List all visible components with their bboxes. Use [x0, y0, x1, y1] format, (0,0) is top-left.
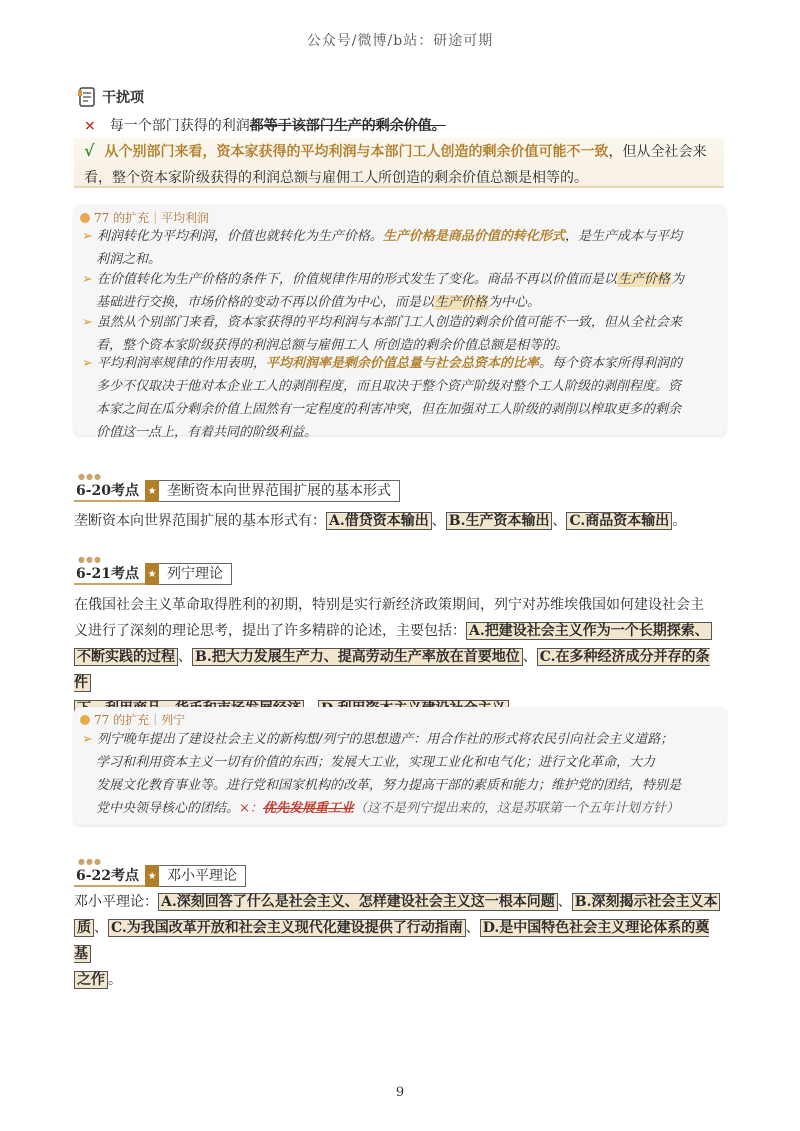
ext1-bullet-2: ➢ 在价值转化为生产价格的条件下，价值规律作用的形式发生了变化。商品不再以价值而是以生产价格为 基础进行交换，市场价格的变动不再以价值为中心，而是以生产价格为中心。 [82, 272, 684, 310]
arrow-icon: ➢ [82, 356, 93, 371]
check-icon: √ [84, 141, 95, 160]
arrow-icon: ➢ [82, 732, 93, 747]
kd-6-20-heading: 6-20考点 ★ 垄断资本向世界范围扩展的基本形式 [74, 480, 400, 502]
distractor-title: 干扰项 [102, 90, 144, 106]
decor-dots: ●●● [78, 555, 102, 564]
page-header: 公众号/微博/b站：研途可期 [306, 33, 494, 49]
page-number: 9 [395, 1085, 405, 1100]
arrow-icon: ➢ [82, 229, 93, 244]
kd-6-22-body: 邓小平理论： A.深刻回答了什么是社会主义、怎样建设社会主义这一根本问题 、 B.深刻揭示社会主义本 质 、 C.为我国改革开放和社会主义现代化建设提供了行动指南 、 D.是中国特色社会主义理论体系的奠基 之作 。 [74, 889, 726, 993]
lightbulb-icon [80, 213, 90, 223]
distractor-heading [78, 86, 144, 108]
arrow-icon: ➢ [82, 315, 93, 330]
correct-statement: √ 从个别部门来看，资本家获得的平均利润与本部门工人创造的剩余价值可能不一致，但从全社会来看，整个资本家阶级获得的利润总额与雇佣工人所创造的剩余价值总额是相等的。 [84, 141, 707, 186]
lightbulb-icon [80, 715, 90, 725]
arrow-icon: ➢ [82, 272, 93, 287]
ext2-body: ➢ 列宁晚年提出了建设社会主义的新构想/列宁的思想遗产：用合作社的形式将农民引向社会主义道路； 学习和利用资本主义一切有价值的东西；发展大工业，实现工业化和电气化；进行文化革命，大力 发展文化教育事业等。进行党和国家机构的改革，努力提高干部的素质和能力；维护党的团结，特别是 党中央领导核心的团结。×：优先发展重工业（这不是列宁提出来的，这是苏联第一个五年计划方针） [82, 732, 682, 816]
ext1-bullet-1: ➢ 利润转化为平均利润，价值也就转化为生产价格。生产价格是商品价值的转化形式，是生产成本与平均 利润之和。 [82, 229, 682, 267]
kd-6-20-body: 垄断资本向世界范围扩展的基本形式有： A.借贷资本输出 、 B.生产资本输出 、 C.商品资本输出 。 [74, 513, 687, 529]
ext1-bullet-4: ➢ 平均利润率规律的作用表明，平均利润率是剩余价值总量与社会总资本的比率。每个资本家所得利润的 多少不仅取决于他对本企业工人的剥削程度，而且取决于整个资产阶级对整个工人阶级的剥削程度。资 本家之间在瓜分剩余价值上固然有一定程度的利害冲突，但在加强对工人阶级的剥削以榨取更多的剩余 价值这一点上，有着共同的阶级利益。 [82, 356, 682, 440]
cross-icon: × [84, 118, 96, 134]
star-icon: ★ [145, 563, 159, 585]
decor-dots: ●●● [78, 857, 102, 866]
ext1-bullet-3: ➢ 虽然从个别部门来看，资本家获得的平均利润与本部门工人创造的剩余价值可能不一致，但从全社会来 看，整个资本家阶级获得的利润总额与雇佣工人 所创造的剩余价值总额是相等的。 [82, 315, 682, 353]
kd-6-21-body: 在俄国社会主义革命取得胜利的初期，特别是实行新经济政策期间，列宁对苏维埃俄国如何建设社会主 义进行了深刻的理论思考，提出了许多精辟的论述，主要包括： A.把建设社会主义作为一个长期探索、 不断实践的过程 、 B.把大力发展生产力、提高劳动生产率放在首要地位 、 C.在多种经济成分并存的条件 [74, 592, 726, 722]
extension-title-profit: 77 的扩充｜平均利润 [80, 209, 209, 226]
document-icon [78, 86, 96, 108]
star-icon: ★ [145, 865, 159, 887]
kd-6-22-heading: 6-22考点 ★ 邓小平理论 [74, 865, 246, 887]
star-icon: ★ [145, 480, 159, 502]
decor-dots: ●●● [78, 472, 102, 481]
extension-title-lenin: 77 的扩充｜列宁 [80, 711, 185, 728]
kd-6-21-heading: 6-21考点 ★ 列宁理论 [74, 563, 232, 585]
wrong-statement: × 每一个部门获得的利润都等于该部门生产的剩余价值。 [84, 118, 446, 134]
